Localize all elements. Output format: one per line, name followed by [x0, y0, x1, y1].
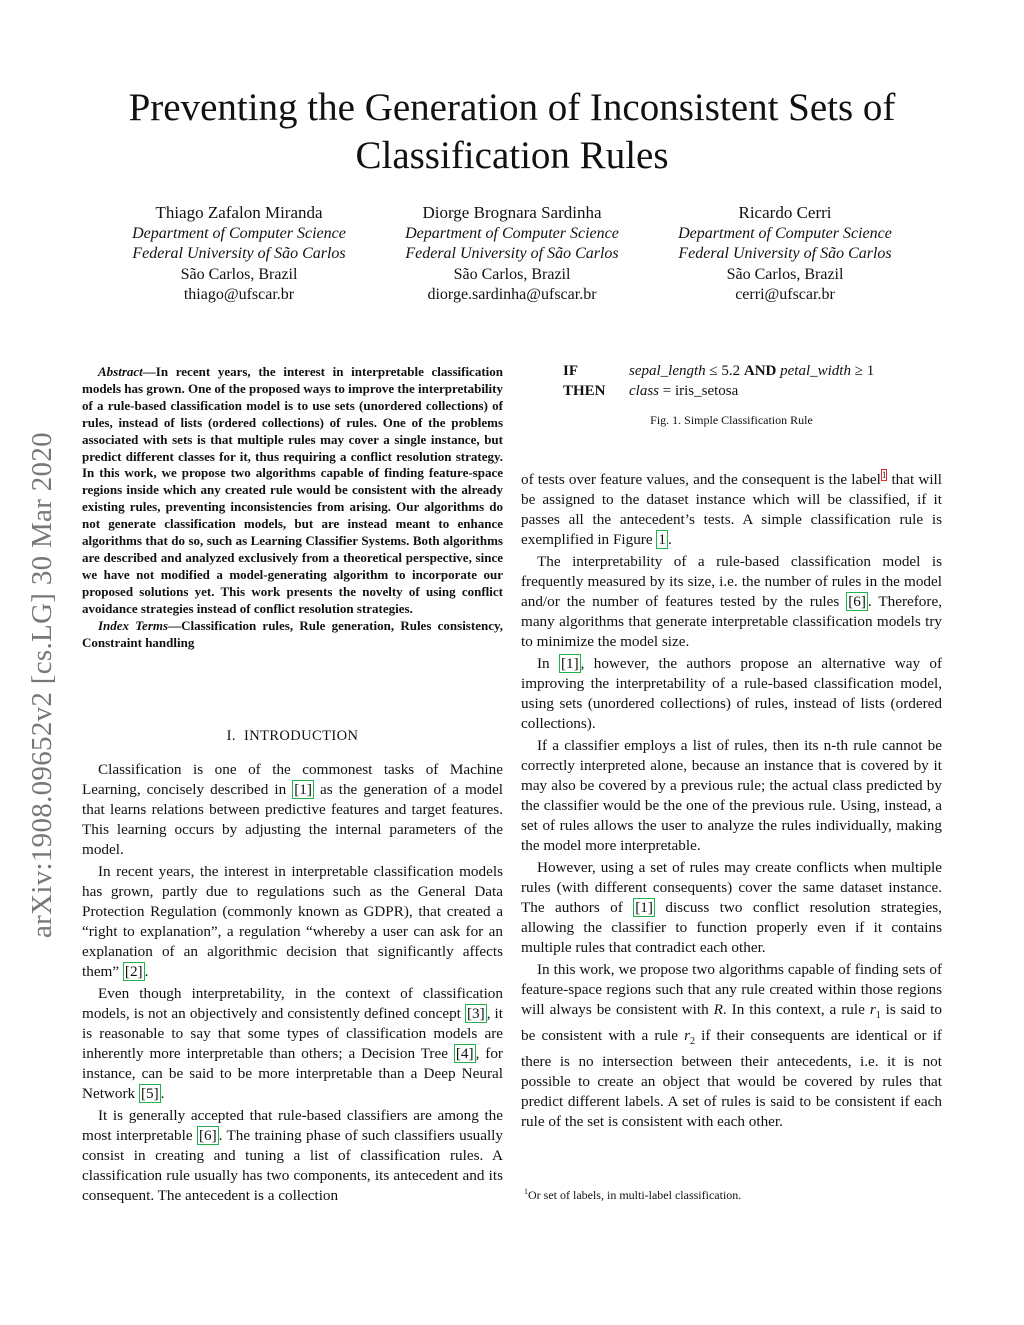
- then-keyword: THEN: [563, 383, 606, 399]
- author-university: Federal University of São Carlos: [678, 245, 892, 262]
- citation-link[interactable]: [1]: [294, 781, 312, 798]
- right-paragraph-2: The interpretability of a rule-based classification model is frequently measured by its size, i.e. the number of rules in the model and/or the number of features tested by the rules [6] . Therefore, many algorithms that generate interpretable classification models try to minimize the model size.: [521, 553, 942, 650]
- abstract: [82, 364, 503, 651]
- author-university: Federal University of São Carlos: [405, 245, 619, 262]
- citation-link[interactable]: [4]: [455, 1045, 474, 1062]
- footnote-text: Or set of labels, in multi-label classification.: [528, 1188, 742, 1202]
- section-number: I.: [226, 728, 236, 744]
- author-email: thiago@ufscar.br: [183, 286, 295, 303]
- section-title-rest: NTRODUCTION: [249, 728, 359, 744]
- figure-link[interactable]: 1: [658, 531, 666, 548]
- title-line-2: Classification Rules: [355, 134, 669, 177]
- author-dept: Department of Computer Science: [678, 224, 892, 242]
- section-first-letter: I: [243, 728, 250, 744]
- author-block-2: [367, 203, 657, 306]
- author-email: diorge.sardinha@ufscar.br: [427, 286, 597, 303]
- index-terms: [82, 618, 503, 652]
- right-paragraph-6: In this work, we propose two algorithms capable of finding sets of feature-space regions such that any rule created within those regions will always be consistent with R. In this context, a rule $r_1$ is said to be consistent with a rule $r_2$ if their consequents are identical or if there is no intersection between their antecedents, i.e. it is not possible to create an object that would be covered by rules that predict different labels. A set of rules is said to be consistent if each rule of the set is consistent with each other.: [521, 961, 942, 1131]
- author-name: Thiago Zafalon Miranda: [155, 203, 323, 222]
- author-email: cerri@ufscar.br: [735, 286, 835, 303]
- author-name: Diorge Brognara Sardinha: [422, 203, 602, 222]
- rule-then-line: THEN class = iris_setosa: [563, 383, 739, 399]
- figure-caption: Fig. 1. Simple Classification Rule: [650, 413, 813, 427]
- abstract-text: —In recent years, the interest in interpretable classification models has grown. One of the proposed ways to improve the interpretability of a rule-based classification model is to use sets (unordered collections) of rules, instead of lists (ordered collections) of rules. One of the problems associated with sets is that multiple rules may cover a single instance, but predict different classes for it, thus requiring a conflict resolution strategy. In this work, we propose two algorithms capable of finding feature-space regions inside which any created rule would be consistent with the already existing rules, preventing inconsistencies from arising. Our algorithms do not generate classification models, but are instead meant to enhance algorithms that do so, such as Learning Classifier Systems. Both algorithms are described and analyzed exclusively from a theoretical perspective, since we have not modified a model-generating algorithm to incorporate our proposed solutions yet. This work presents the novelty of using conflict avoidance strategies instead of conflict resolution strategies.: [82, 364, 503, 616]
- author-university: Federal University of São Carlos: [132, 245, 346, 262]
- citation-link[interactable]: [1]: [560, 655, 579, 672]
- right-column: [521, 470, 942, 1132]
- right-paragraph-1: of tests over feature values, and the consequent is the label$^1$ that will be assigned to the dataset instance which will be classified, if it passes all the antecedent’s tests. A simple classification rule is exemplified in Figure 1 .: [521, 469, 942, 548]
- rule-if-line: IF sepal_length ≤ 5.2 AND petal_width ≥ 1: [563, 363, 875, 379]
- author-location: São Carlos, Brazil: [726, 265, 844, 283]
- author-location: São Carlos, Brazil: [180, 265, 298, 283]
- paper-title: [0, 84, 1024, 180]
- intro-paragraph-2: In recent years, the interest in interpretable classification models has grown, partly due to regulations such as the General Data Protection Regulation (commonly known as GDPR), that created a “right to explanation”, a regulation “whereby a user can ask for an explanation of an algorithmic decision that significantly affects them” [2] .: [82, 863, 503, 980]
- figure-rule: [563, 361, 913, 401]
- author-block-3: [640, 203, 930, 306]
- citation-link[interactable]: [2]: [124, 963, 143, 980]
- footnote-mark: 1: [524, 1187, 528, 1196]
- left-column: [82, 760, 503, 1206]
- intro-paragraph-4: It is generally accepted that rule-based classifiers are among the most interpretable [6] . The training phase of such classifiers usually consist in creating and tuning a list of classification rules. A classification rule usually has two components, its antecedent and its consequent. The antecedent is a collection: [82, 1107, 503, 1204]
- abstract-paragraph: [82, 364, 503, 618]
- citation-link[interactable]: [6]: [848, 593, 866, 610]
- citation-link[interactable]: [1]: [635, 899, 653, 916]
- author-block-1: [94, 203, 384, 306]
- author-name: Ricardo Cerri: [738, 203, 832, 222]
- arxiv-identifier: arXiv:1908.09652v2 [cs.LG] 30 Mar 2020: [26, 432, 58, 938]
- abstract-label: Abstract: [98, 364, 143, 379]
- author-dept: Department of Computer Science: [132, 224, 346, 242]
- intro-paragraph-1: Classification is one of the commonest tasks of Machine Learning, concisely described in [1] as the generation of a model that learns relations between predictive features and target features. This learning occurs by adjusting the internal parameters of the model.: [82, 761, 503, 858]
- title-line-1: Preventing the Generation of Inconsistent Sets of: [128, 86, 896, 129]
- right-paragraph-5: However, using a set of rules may create conflicts when multiple rules (with different consequents) cover the same dataset instance. The authors of [1] discuss two conflict resolution strategies, allowing the classifier to function properly even if it contains multiple rules that contradict each other.: [521, 859, 942, 956]
- citation-link[interactable]: [3]: [466, 1005, 485, 1022]
- if-keyword: IF: [563, 363, 578, 379]
- index-terms-text: —Classification rules, Rule generation, Rules consistency, Constraint handling: [82, 617, 503, 650]
- citation-link[interactable]: [5]: [140, 1085, 159, 1102]
- author-dept: Department of Computer Science: [405, 224, 619, 242]
- citation-link[interactable]: [6]: [198, 1127, 217, 1144]
- footnote: [524, 1187, 945, 1203]
- footnote-link[interactable]: 1: [881, 469, 887, 480]
- author-location: São Carlos, Brazil: [453, 265, 571, 283]
- right-paragraph-4: If a classifier employs a list of rules, then its n-th rule cannot be correctly interpreted alone, because an instance that is covered by it may also be covered by a previous rule; the actual class predicted by the classifier would be the one of the previous rule. Using, instead, a set of rules allows the user to analyze the rules individually, making the model more interpretable.: [521, 737, 942, 854]
- index-terms-label: Index Terms: [98, 617, 169, 633]
- right-paragraph-3: In [1] , however, the authors propose an alternative way of improving the interpretability of a rule-based classification model, using sets (unordered collections) of rules, instead of lists (ordered collections).: [521, 655, 943, 732]
- section-heading: [82, 728, 503, 745]
- intro-paragraph-3: Even though interpretability, in the context of classification models, is not an objectively and consistently defined concept [3] , it is reasonable to say that some types of classification models are inherently more interpretable than others; a Decision Tree [4] , for instance, can be said to be more interpretable than a Deep Neural Network [5] .: [82, 985, 504, 1102]
